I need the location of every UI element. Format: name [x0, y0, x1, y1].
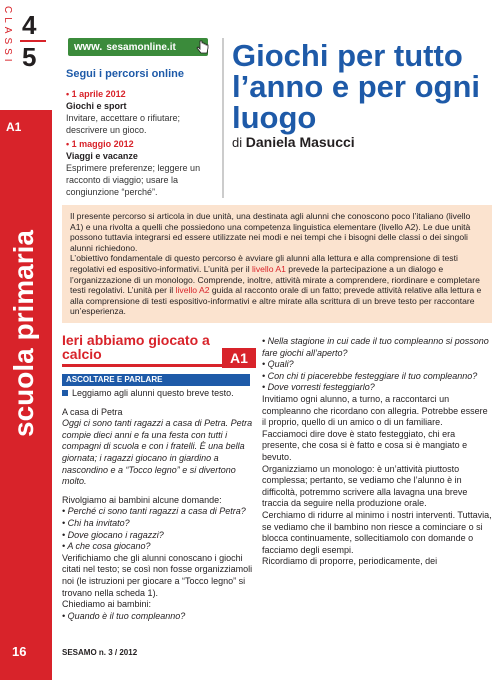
author-name: Daniela Masucci: [245, 134, 355, 150]
event-title: Viaggi e vacanze: [66, 151, 138, 161]
section-title: Ieri abbiamo giocato a calcio: [62, 332, 210, 362]
online-paths-title: Segui i percorsi online: [66, 68, 184, 80]
sidebar-level: A1: [6, 120, 22, 134]
event-item: [66, 138, 216, 198]
level-a2-ref: livello A2: [175, 285, 210, 296]
paragraph: Facciamoci dire dove è stato festeggiato, chi era presente, che cosa si è fatto e cosa si è mangiato e bevuto.: [262, 428, 468, 462]
level-a1-ref: livello A1: [252, 263, 286, 274]
paragraph: Rivolgiamo ai bambini alcune domande:: [62, 494, 222, 505]
question: • Con chi ti piacerebbe festeggiare il tuo compleanno?: [262, 370, 478, 381]
page-title: Giochi per tutto l’anno e per ogni luogo: [232, 38, 481, 135]
question: • A che cosa giocano?: [62, 541, 151, 552]
event-item: [66, 88, 216, 136]
right-column: [262, 336, 492, 568]
event-date: • 1 maggio 2012: [66, 139, 134, 149]
level-tag: A1: [222, 348, 256, 368]
intro-paragraph: Il presente percorso si articola in due unità, una destinata agli alunni che conoscono poco l’italiano (livello A1) e una rivolta a quelli che possiedono una competenza linguistica elementare (livello A2). Le due unità possono tuttavia integrarsi ed essere utilizzate nei modi e nei tempi che i bisogni delle classi o dei singoli alunni richiedono.: [70, 211, 471, 253]
paragraph: Organizziamo un monologo: è un’attività piuttosto complessa; pertanto, se vediamo che l’alunno è in difficoltà, potremmo scrivere alla lavagna una breve traccia da seguire nella produzione orale.: [262, 463, 468, 509]
question: • Perché ci sono tanti ragazzi a casa di Petra?: [62, 506, 246, 517]
author-line: [232, 134, 355, 150]
website-badge[interactable]: [68, 38, 208, 56]
intro-box: [62, 205, 492, 323]
website-prefix: www.: [74, 41, 103, 53]
question: • Quali?: [262, 359, 294, 370]
paragraph: Chiediamo ai bambini:: [62, 599, 152, 610]
paragraph: Invitiamo ogni alunno, a turno, a raccontarci un compleanno che ricordano con allegria. Potrebbe essere il proprio, quello di un amico o di un familiare.: [262, 393, 488, 428]
paragraph: Cerchiamo di ridurre al minimo i nostri interventi. Tuttavia, se vediamo che il bambino non riesce a cominciare o si blocca continuamente, sollecitiamolo con domande o facciamo degli esempi.: [262, 509, 492, 555]
event-date: • 1 aprile 2012: [66, 89, 126, 99]
instruction: Leggiamo agli alunni questo breve testo.: [62, 388, 254, 400]
left-column: [62, 388, 254, 622]
section-rule: [62, 364, 222, 367]
question: • Dove vorresti festeggiarlo?: [262, 382, 375, 393]
question: • Dove giocano i ragazzi?: [62, 529, 164, 540]
event-desc: Esprimere preferenze; leggere un racconto di viaggio; usare la congiunzione “perché”.: [66, 163, 201, 197]
question: • Chi ha invitato?: [62, 517, 130, 528]
page-number: 16: [12, 644, 27, 659]
paragraph: Ricordiamo di proporre, periodicamente, dei: [262, 556, 438, 567]
magazine-footer: SESAMO n. 3 / 2012: [62, 648, 138, 657]
author-prefix: di: [232, 135, 243, 150]
header-divider: [222, 38, 224, 198]
event-title: Giochi e sport: [66, 101, 127, 111]
grade-bottom: 5: [22, 42, 37, 72]
subsection-heading: ASCOLTARE E PARLARE: [62, 374, 250, 386]
story-text: Oggi ci sono tanti ragazzi a casa di Petra. Petra compie dieci anni e fa una festa con tutti i compagni di scuola e con i fratelli. È una bella giornata; i ragazzi giocano in giardino a nascondino e a “Tocco legno” e si divertono molto.: [62, 418, 253, 487]
section-label: scuola primaria: [8, 230, 39, 437]
grade-top: 4: [22, 10, 37, 40]
question: • Quando è il tuo compleanno?: [62, 610, 186, 621]
paragraph: Verifichiamo che gli alunni conoscano i giochi citati nel testo; se così non fosse organizziamoli noi (le istruzioni per giocare a “Tocco legno” si trovano nella scheda 1).: [62, 552, 253, 598]
square-bullet-icon: [62, 390, 68, 396]
intro-paragraph: L’obiettivo fondamentale di questo percorso è avviare gli alunni alla lettura e alla comprensione di testi regolativi ed espositivo-informativi. L’unità per il livello A1 prevede la partecipazione a un dialogo e l’organizzazione di un monologo. Comprende, inoltre, attività mirate a comprendere, riordinare e completare testi regolativi. L’unità per il livello A2 guida al racconto orale di un fatto; prevede attività relative alla lettura e alla comprensione di testi espositivo-informativi e altre mirate alla scrittura di un breve testo per raccontare un’esperienza.: [70, 253, 482, 317]
classi-label: CLASSI: [2, 6, 13, 66]
event-desc: Invitare, accettare o rifiutare; descrivere un gioco.: [66, 113, 181, 135]
question: • Nella stagione in cui cade il tuo compleanno si possono fare giochi all’aperto?: [262, 336, 489, 358]
pointer-hand-icon: [196, 40, 210, 54]
website-name: sesamonline.it: [106, 41, 176, 53]
story-title: A casa di Petra: [62, 406, 123, 417]
